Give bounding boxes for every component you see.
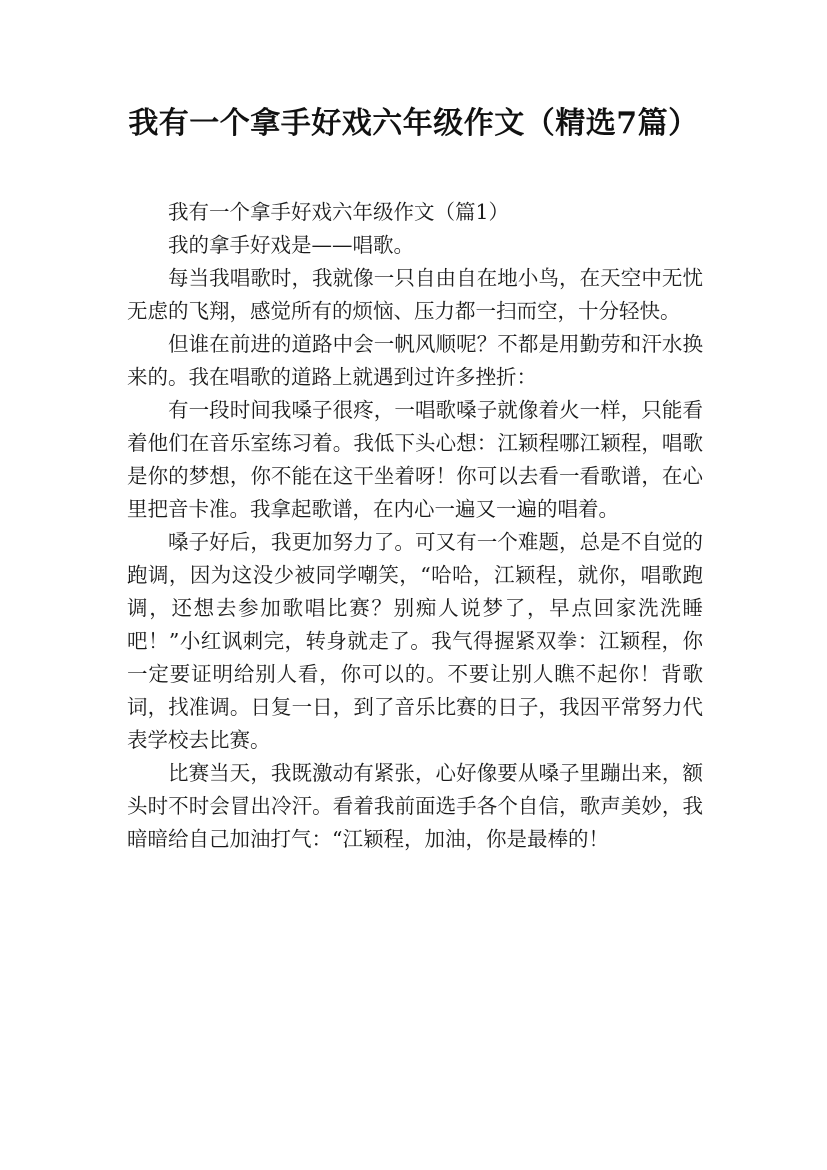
paragraph: 有一段时间我嗓子很疼，一唱歌嗓子就像着火一样，只能看着他们在音乐室练习着。我低下头心想：江颖程哪江颖程，唱歌是你的梦想，你不能在这干坐着呀！你可以去看一看歌谱，在心里把音卡准。我拿起歌谱，在内心一遍又一遍的唱着。: [127, 398, 703, 521]
paragraph: 但谁在前进的道路中会一帆风顺呢？不都是用勤劳和汗水换来的。我在唱歌的道路上就遇到过许多挫折：: [127, 332, 703, 389]
document-title: 我有一个拿手好戏六年级作文（精选7篇）: [128, 106, 699, 141]
paragraph: 每当我唱歌时，我就像一只自由自在地小鸟，在天空中无忧无虑的飞翔，感觉所有的烦恼、压力都一扫而空，十分轻快。: [127, 266, 703, 323]
document-body: [127, 196, 703, 856]
paragraph: 比赛当天，我既激动有紧张，心好像要从嗓子里蹦出来，额头时不时会冒出冷汗。看着我前面选手各个自信，歌声美妙，我暗暗给自己加油打气：“江颖程，加油，你是最棒的！: [127, 761, 703, 851]
paragraph: 我的拿手好戏是——唱歌。: [168, 233, 414, 257]
section-heading: 我有一个拿手好戏六年级作文（篇1）: [168, 200, 510, 224]
paragraph: 嗓子好后，我更加努力了。可又有一个难题，总是不自觉的跑调，因为这没少被同学嘲笑，“哈哈，江颖程，就你，唱歌跑调，还想去参加歌唱比赛？别痴人说梦了，早点回家洗洗睡吧！”小红讽刺完，转身就走了。我气得握紧双拳：江颖程，你一定要证明给别人看，你可以的。不要让别人瞧不起你！背歌词，找准调。日复一日，到了音乐比赛的日子，我因平常努力代表学校去比赛。: [127, 530, 703, 752]
